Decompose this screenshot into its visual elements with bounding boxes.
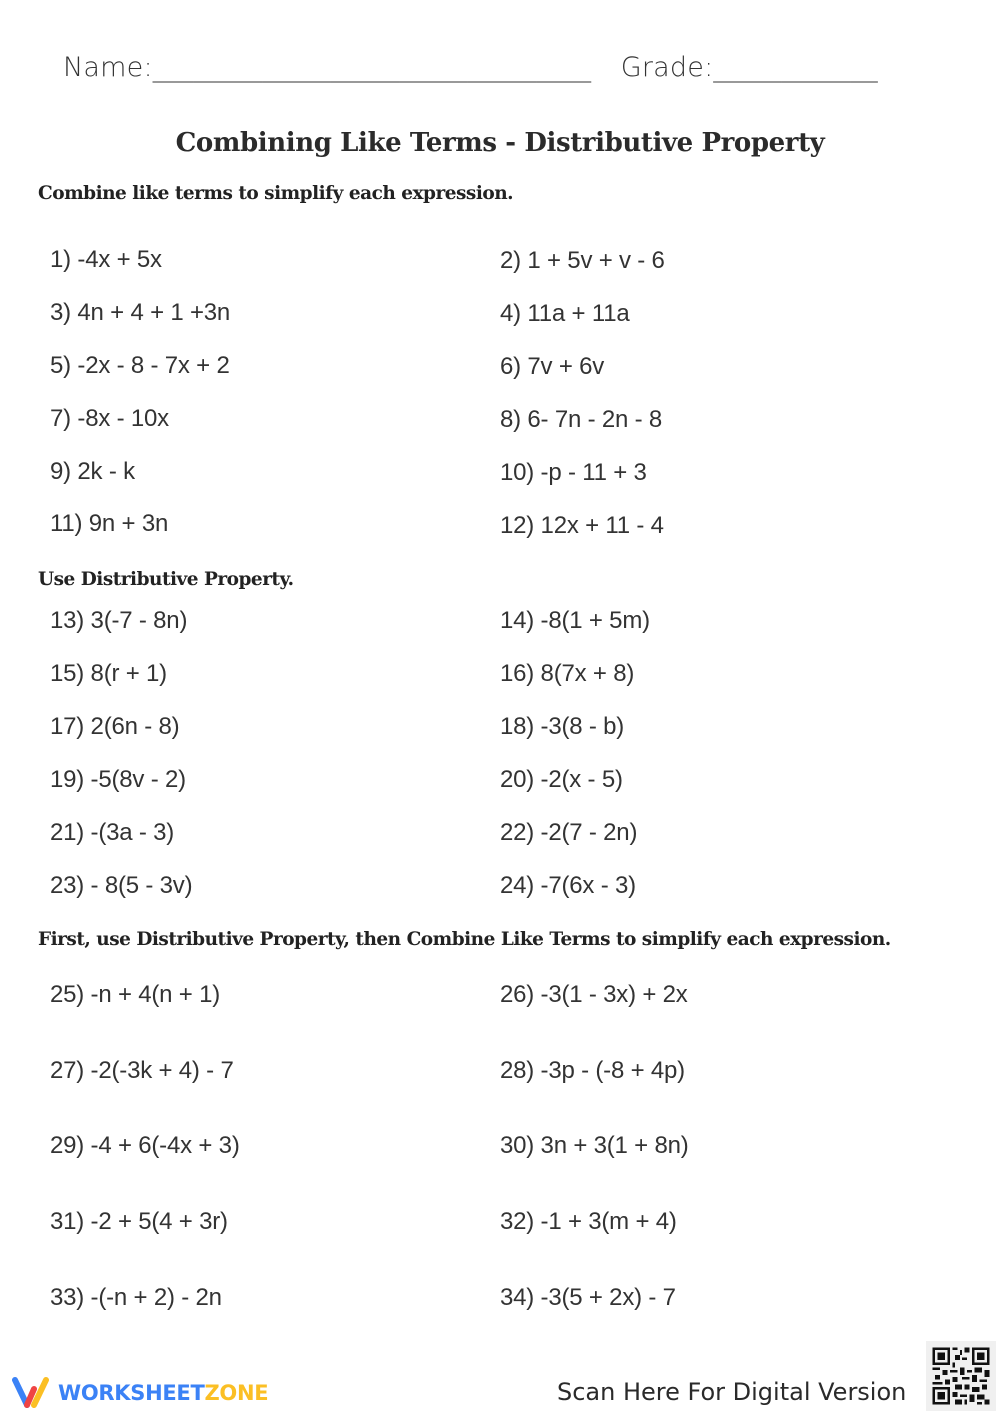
problem-19: 19) -5(8v - 2)	[50, 766, 186, 793]
problem-17: 17) 2(6n - 8)	[50, 713, 180, 740]
problem-20: 20) -2(x - 5)	[500, 766, 623, 793]
problem-11: 11) 9n + 3n	[50, 510, 169, 537]
problem-7: 7) -8x - 10x	[50, 405, 169, 432]
logo-word-worksheet: WORKSHEET	[58, 1381, 205, 1405]
problem-3: 3) 4n + 4 + 1 +3n	[50, 299, 231, 326]
qr-code-icon	[926, 1341, 996, 1411]
worksheet-title: Combining Like Terms - Distributive Property	[175, 128, 825, 158]
problem-8: 8) 6- 7n - 2n - 8	[500, 406, 663, 433]
section-1-instruction: Combine like terms to simplify each expression.	[38, 183, 514, 204]
worksheetzone-logo	[10, 1375, 268, 1411]
problem-2: 2) 1 + 5v + v - 6	[500, 247, 665, 274]
problem-34: 34) -3(5 + 2x) - 7	[500, 1284, 676, 1311]
logo-word-zone: ZONE	[204, 1381, 269, 1405]
name-field: Name:________________________________	[63, 52, 592, 83]
problem-10: 10) -p - 11 + 3	[500, 459, 647, 486]
problem-26: 26) -3(1 - 3x) + 2x	[500, 981, 688, 1008]
scan-caption: Scan Here For Digital Version	[557, 1378, 907, 1406]
problem-1: 1) -4x + 5x	[50, 246, 162, 273]
problem-25: 25) -n + 4(n + 1)	[50, 981, 221, 1008]
problem-14: 14) -8(1 + 5m)	[500, 607, 650, 634]
problem-15: 15) 8(r + 1)	[50, 660, 167, 687]
problem-9: 9) 2k - k	[50, 458, 135, 485]
problem-16: 16) 8(7x + 8)	[500, 660, 635, 687]
problem-31: 31) -2 + 5(4 + 3r)	[50, 1208, 228, 1235]
problem-33: 33) -(-n + 2) - 2n	[50, 1284, 222, 1311]
problem-29: 29) -4 + 6(-4x + 3)	[50, 1132, 240, 1159]
problem-5: 5) -2x - 8 - 7x + 2	[50, 352, 230, 379]
problem-6: 6) 7v + 6v	[500, 353, 605, 380]
problem-28: 28) -3p - (-8 + 4p)	[500, 1057, 685, 1084]
problem-30: 30) 3n + 3(1 + 8n)	[500, 1132, 689, 1159]
name-grade-line	[63, 52, 933, 83]
section-3-instruction: First, use Distributive Property, then Combine Like Terms to simplify each expression.	[38, 929, 891, 950]
grade-field: Grade:____________	[620, 52, 878, 83]
worksheetzone-w-icon	[10, 1375, 52, 1411]
problem-27: 27) -2(-3k + 4) - 7	[50, 1057, 234, 1084]
problem-12: 12) 12x + 11 - 4	[500, 512, 664, 539]
problem-23: 23) - 8(5 - 3v)	[50, 872, 193, 899]
problem-24: 24) -7(6x - 3)	[500, 872, 636, 899]
problem-4: 4) 11a + 11a	[500, 300, 630, 327]
problem-13: 13) 3(-7 - 8n)	[50, 607, 188, 634]
problem-22: 22) -2(7 - 2n)	[500, 819, 638, 846]
problem-32: 32) -1 + 3(m + 4)	[500, 1208, 677, 1235]
problem-21: 21) -(3a - 3)	[50, 819, 175, 846]
section-2-instruction: Use Distributive Property.	[38, 569, 294, 590]
problem-18: 18) -3(8 - b)	[500, 713, 625, 740]
